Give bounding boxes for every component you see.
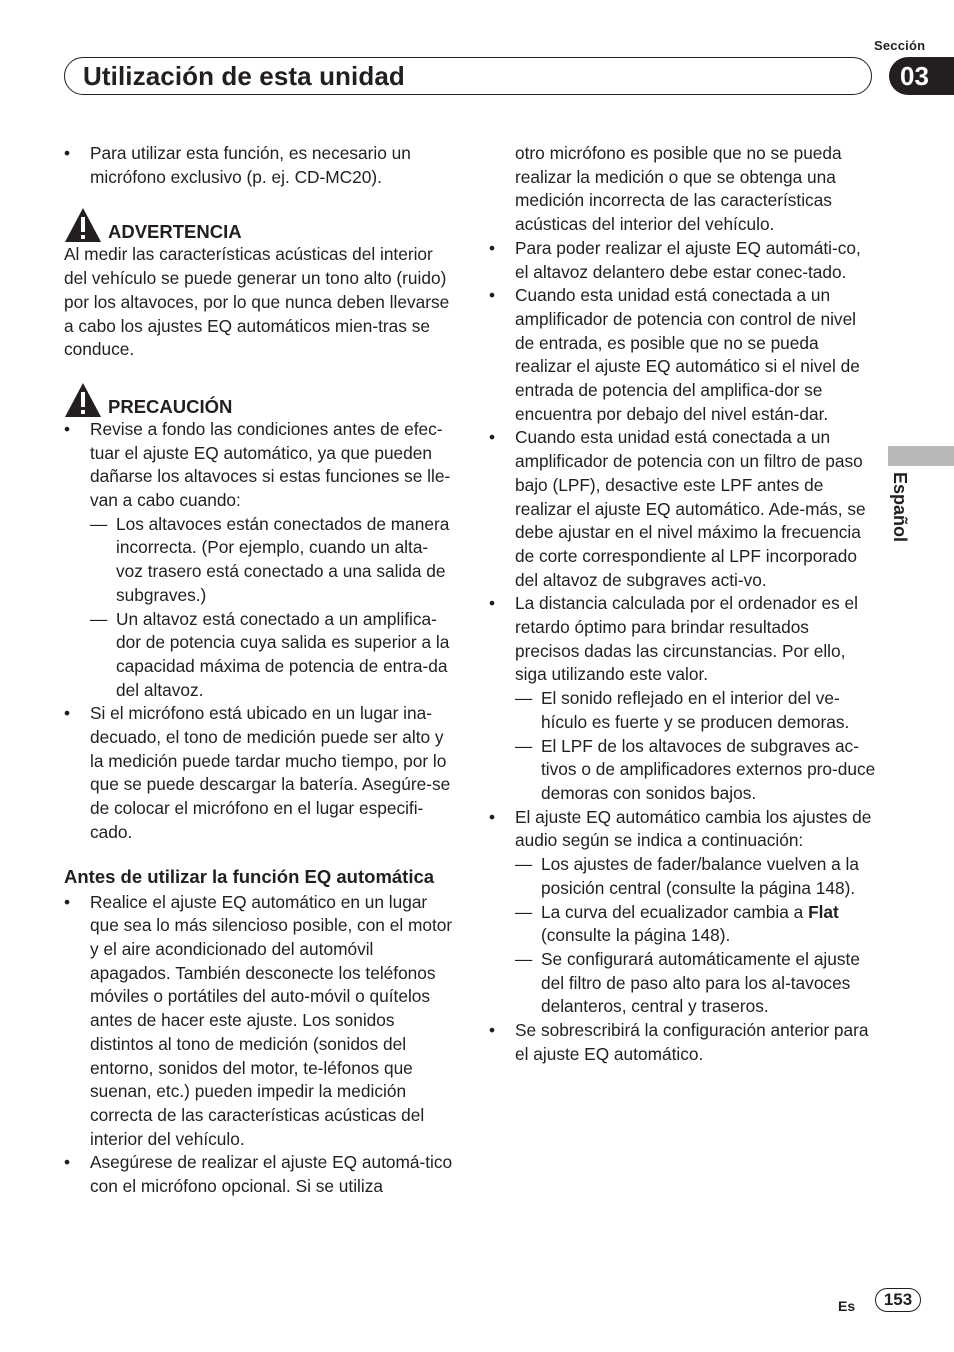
- bullet4-sublist: [515, 687, 877, 806]
- dash-glyph: —: [90, 513, 108, 534]
- dash-glyph: —: [515, 901, 533, 922]
- language-tab: [889, 472, 949, 562]
- sub-list-item: [90, 513, 454, 608]
- list-item: [64, 1151, 454, 1198]
- bullet-glyph: •: [64, 418, 71, 439]
- sub-item-text: El LPF de los altavoces de subgraves ac-tivos o de amplificadores externos pro-duce demoras con sonidos bajos.: [541, 735, 876, 803]
- warning-text: Al medir las características acústicas del interior del vehículo se puede generar un tono alto (ruido) por los altavoces, por lo que nunca deben llevarse a cabo los ajustes EQ automáticos mien-tras se conduce.: [64, 244, 450, 360]
- list-item: [489, 426, 877, 592]
- caution-heading: [64, 382, 454, 418]
- dash-glyph: —: [515, 948, 533, 969]
- list-item: [489, 237, 877, 284]
- section-heading: Antes de utilizar la función EQ automática: [64, 865, 435, 887]
- sub-item-text-post: (consulte la página 148).: [541, 925, 731, 946]
- sub-item-text-pre: La curva del ecualizador cambia a: [541, 901, 809, 922]
- list-item-text: Realice el ajuste EQ automático en un lugar que sea lo más silencioso posible, con el motor y el aire acondicionado del automóvil apagados. También desconecte los teléfonos móviles o portátiles del auto-móvil o quítelos antes de hacer este ajuste. Los sonidos distintos al tono de medición (sonidos del entorno, sonidos del motor, te-léfonos que suenan, etc.) pueden impedir la medición correcta de las características acústicas del interior del vehículo.: [90, 891, 453, 1149]
- bullet-glyph: •: [489, 1020, 496, 1041]
- bullet-glyph: •: [489, 806, 496, 827]
- sub-item-text: Un altavoz está conectado a un amplifica-dor de potencia cuya salida es superior a la capacidad máxima de potencia de entra-da del altavoz.: [116, 608, 450, 700]
- sub-item-text: Los ajustes de fader/balance vuelven a la posición central (consulte la página 148).: [541, 854, 859, 898]
- sub-list-item: [515, 735, 877, 806]
- caution-bullet-text: Revise a fondo las condiciones antes de efec-tuar el ajuste EQ automático, ya que pueden dañarse los altavoces si estas funciones se lle-van a cabo cuando:: [90, 418, 451, 511]
- list-item: [489, 1019, 877, 1066]
- bullet-glyph: •: [64, 891, 71, 912]
- list-item: [489, 806, 877, 853]
- list-item-text: Cuando esta unidad está conectada a un amplificador de potencia con control de nivel de entrada, es posible que no se pueda realizar el ajuste EQ automático si el nivel de entrada de potencia del amplifica-dor se encuentra por debajo del nivel están-dar.: [515, 285, 860, 424]
- left-column: [64, 142, 454, 1199]
- list-item-text: Asegúrese de realizar el ajuste EQ automá-tico con el micrófono opcional. Si se utiliza: [90, 1152, 453, 1197]
- caution-sublist: [90, 513, 454, 703]
- warning-label: ADVERTENCIA: [108, 221, 242, 243]
- section-label: Sección: [874, 38, 926, 53]
- right-column: [489, 142, 877, 1066]
- sub-list-item: [515, 853, 877, 900]
- list-item-text: La distancia calculada por el ordenador es el retardo óptimo para brindar resultados precisos dadas las circunstancias. Por ello, siga utilizando este valor.: [515, 593, 858, 685]
- caution-label: PRECAUCIÓN: [108, 395, 233, 417]
- list-item-text: Cuando esta unidad está conectada a un amplificador de potencia con un filtro de paso bajo (LPF), desactive este LPF antes de realizar el ajuste EQ automático. Ade-más, se debe ajustar en el nivel máximo la frecuencia de corte correspondiente al LPF incorporado del altavoz de subgraves acti-vo.: [515, 427, 866, 590]
- dash-glyph: —: [90, 608, 108, 629]
- language-tab-marker: [888, 446, 954, 466]
- caution-bullet-text: Si el micrófono está ubicado en un lugar ina-decuado, el tono de medición puede ser alto y la medición puede tardar mucho tiempo, por lo que se puede descargar la batería. Asegúre-se de colocar el micrófono en el lugar especifi-cado.: [90, 703, 451, 842]
- sub-item-text: Los altavoces están conectados de manera incorrecta. (Por ejemplo, cuando un alta-voz trasero está conectado a una salida de subgraves.): [116, 513, 450, 605]
- page-title-bar: [64, 57, 872, 95]
- bullet-glyph: •: [64, 143, 71, 163]
- sub-list-item: [90, 608, 454, 703]
- footer-language-code: Es: [838, 1298, 856, 1314]
- sub-item-text: El sonido reflejado en el interior del ve-hículo es fuerte y se producen demoras.: [541, 688, 850, 732]
- bullet-glyph: •: [64, 703, 71, 724]
- list-item: [64, 418, 454, 513]
- section-number-badge: 03: [889, 57, 954, 95]
- flat-setting-name: Flat: [808, 901, 839, 922]
- sub-list-item: [515, 687, 877, 734]
- dash-glyph: —: [515, 854, 533, 875]
- caution-icon: [64, 382, 102, 418]
- page-number: 153: [875, 1288, 921, 1312]
- bullet5-sublist: [515, 853, 877, 1019]
- bullet-glyph: •: [489, 285, 496, 306]
- bullet-glyph: •: [489, 237, 496, 258]
- bullet-glyph: •: [489, 427, 496, 448]
- sub-item-text: Se configurará automáticamente el ajuste del filtro de paso alto para los al-tavoces delanteros, central y traseros.: [541, 948, 860, 1017]
- continuation-text: otro micrófono es posible que no se pueda realizar la medición o que se obtenga una medición incorrecta de las características acústicas del interior del vehículo.: [515, 143, 842, 235]
- list-item-text: El ajuste EQ automático cambia los ajustes de audio según se indica a continuación:: [515, 806, 872, 851]
- dash-glyph: —: [515, 735, 533, 756]
- dash-glyph: —: [515, 688, 533, 709]
- bullet-glyph: •: [64, 1152, 71, 1173]
- warning-heading: [64, 207, 454, 243]
- list-item-text: Para poder realizar el ajuste EQ automáti-co, el altavoz delantero debe estar conec-tado.: [515, 237, 861, 282]
- list-item-text: Se sobrescribirá la configuración anterior para el ajuste EQ automático.: [515, 1020, 869, 1064]
- page-title: Utilización de esta unidad: [83, 61, 405, 91]
- sub-list-item: [515, 901, 877, 948]
- list-item: [489, 592, 877, 687]
- language-label: Español: [890, 472, 910, 543]
- bullet-glyph: •: [489, 593, 496, 614]
- sub-list-item: [515, 948, 877, 1019]
- warning-icon: [64, 207, 102, 243]
- intro-bullet-text: Para utilizar esta función, es necesario un micrófono exclusivo (p. ej. CD-MC20).: [90, 143, 411, 187]
- list-item: [489, 284, 877, 426]
- list-item: [64, 142, 454, 189]
- list-item: [64, 891, 454, 1152]
- list-item: [64, 702, 454, 844]
